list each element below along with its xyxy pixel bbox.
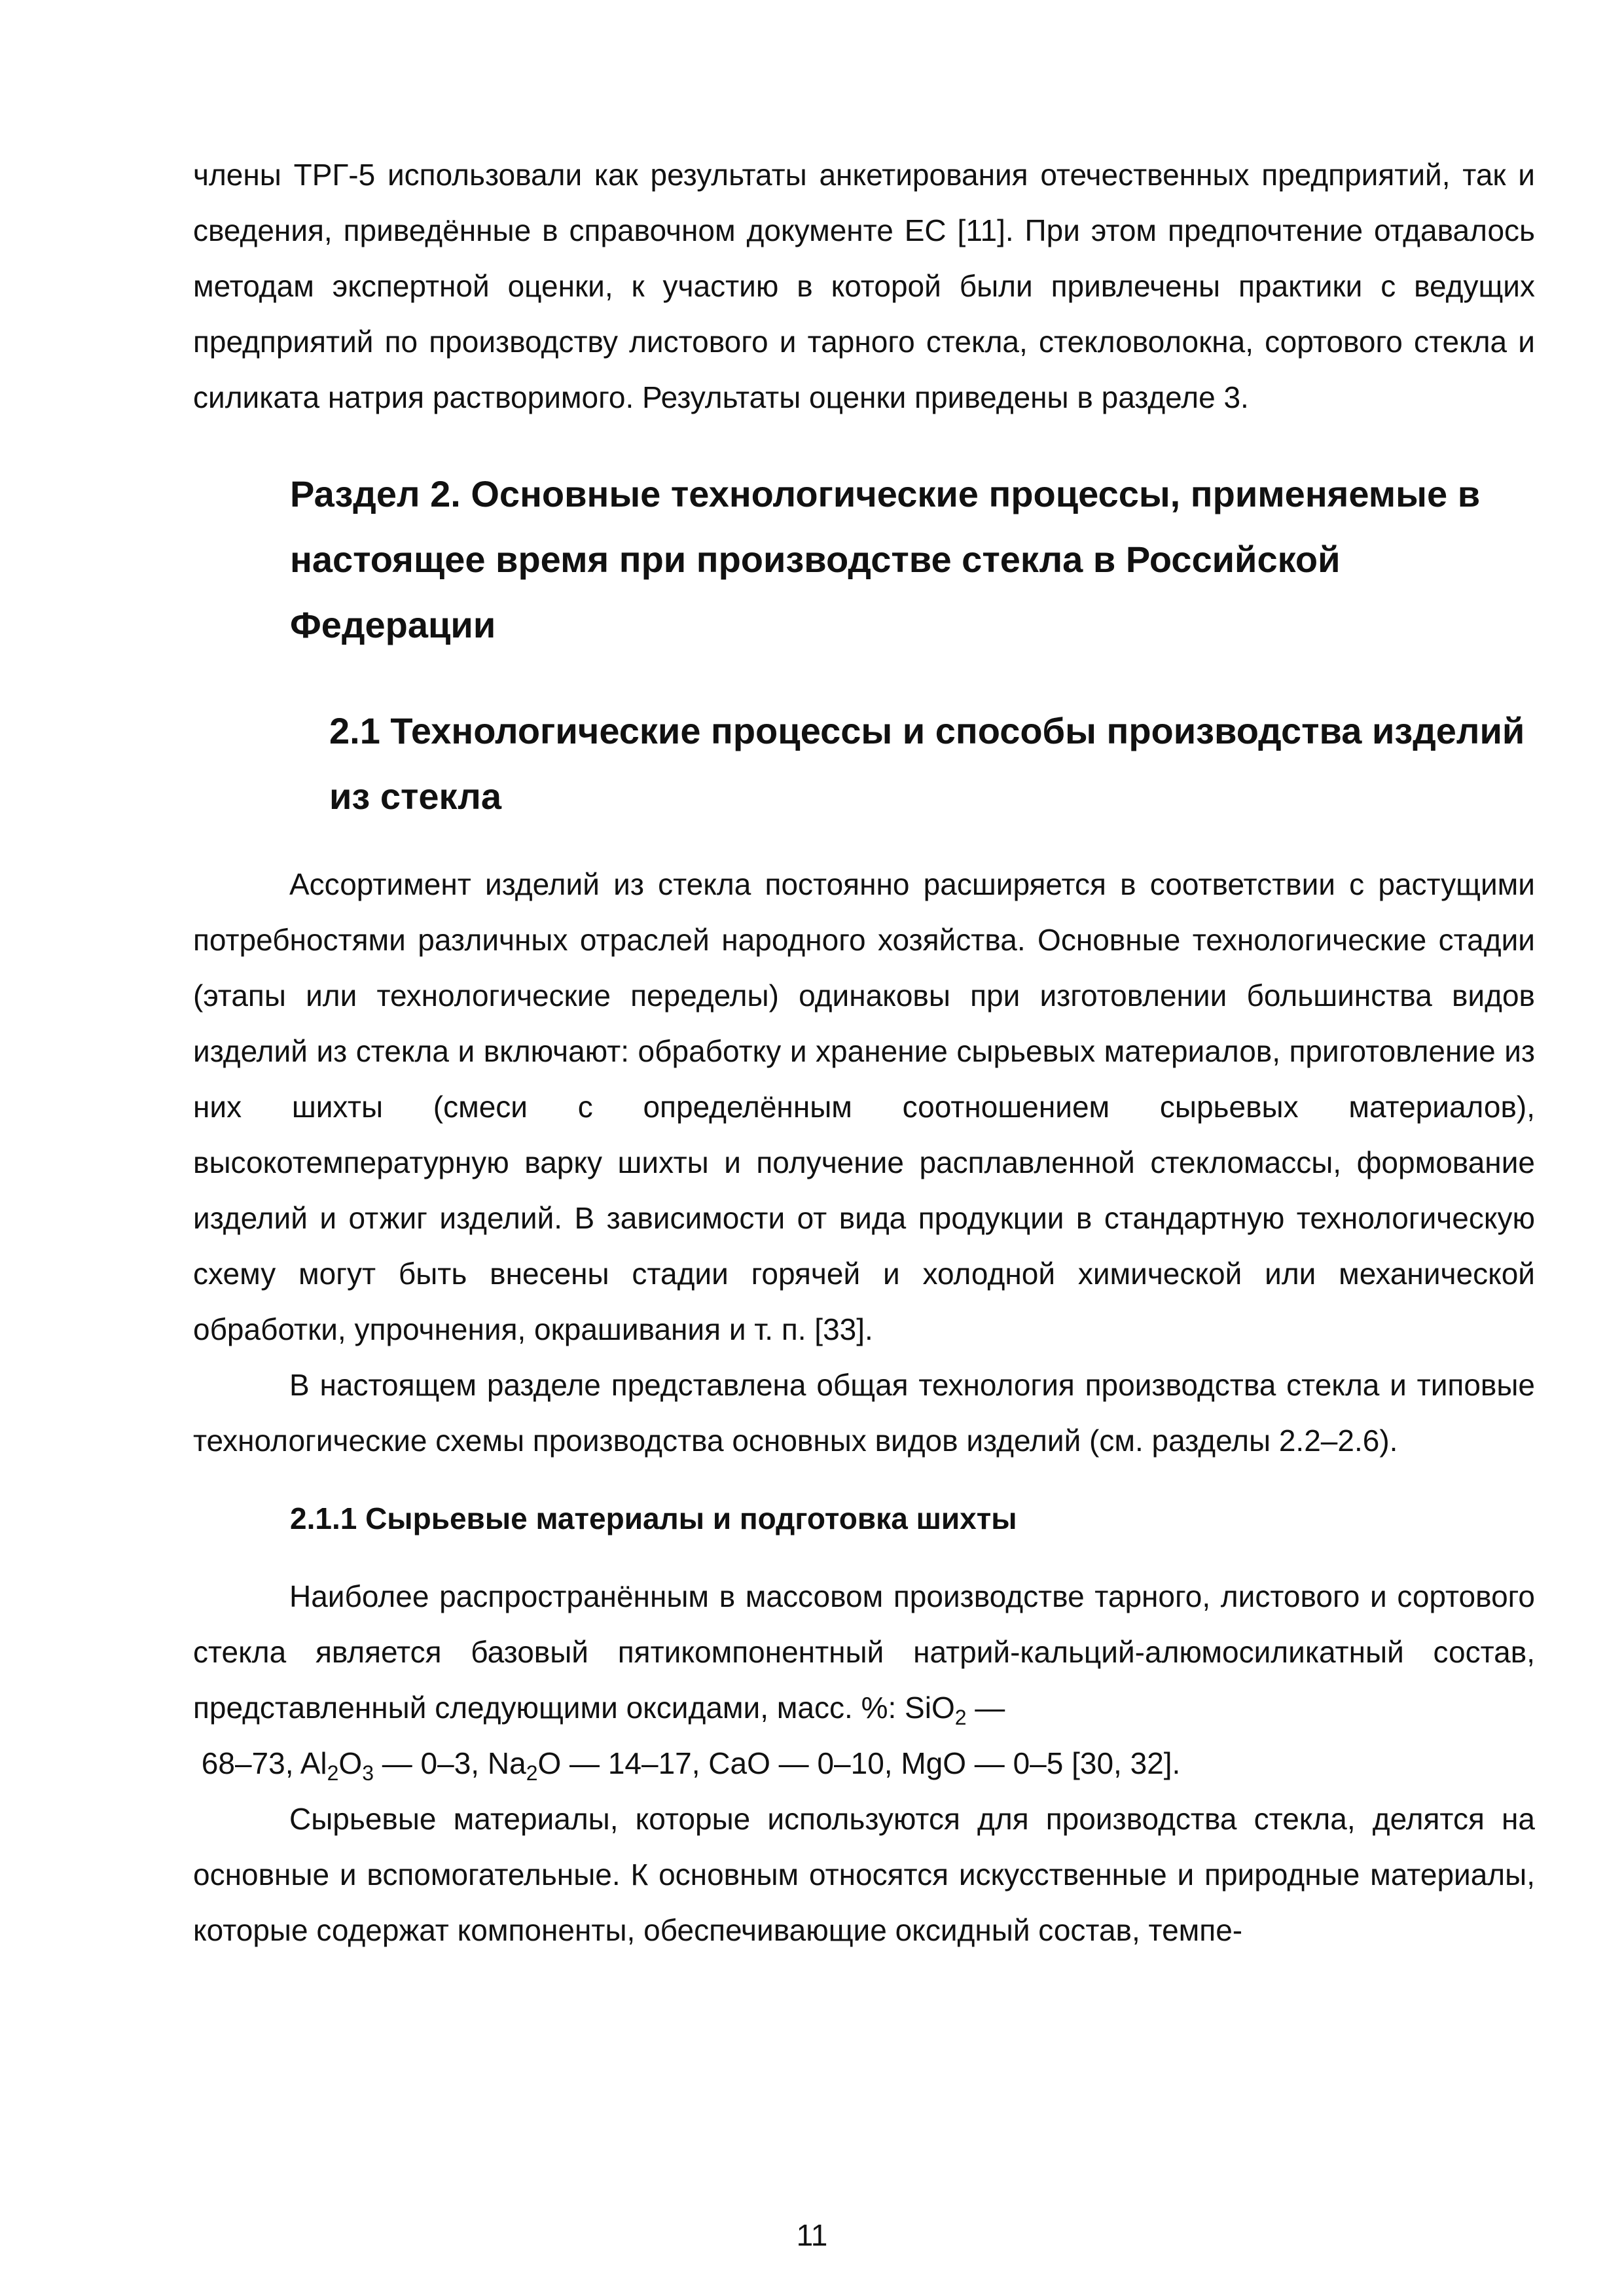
- section-heading: Раздел 2. Основные технологические процессы, применяемые в настоящее время при производстве стекла в Российской Федерации: [290, 473, 1481, 645]
- subsubsection-heading: 2.1.1 Сырьевые материалы и подготовка шихты: [290, 1501, 1017, 1535]
- al-oxygen: O: [338, 1746, 363, 1780]
- page-number: 11: [796, 2218, 828, 2252]
- al-subscript-2: 3: [362, 1761, 374, 1785]
- sio2-range: 68–73, Al: [201, 1746, 327, 1780]
- na-subscript: 2: [526, 1761, 538, 1785]
- sio2-subscript: 2: [954, 1706, 967, 1730]
- intro-paragraph: члены ТРГ-5 использовали как результаты анкетирования отечественных предприятий, так и сведения, приведённые в справочном документе ЕС [11]. При этом предпочтение отдавалось методам экспертной оценки, к участию в которой были привлечены практики с ведущих предприятий по производству листового и тарного стекла, стекловолокна, сортового стекла и силиката натрия растворимого. Результаты оценки приведены в разделе 3.: [193, 158, 1535, 414]
- paragraph-composition: [193, 1569, 1535, 1736]
- subsection-heading: 2.1 Технологические процессы и способы производства изделий из стекла: [329, 710, 1525, 817]
- al-subscript-1: 2: [327, 1761, 339, 1785]
- al-range: — 0–3, Na: [374, 1746, 526, 1780]
- paragraph-assortment: Ассортимент изделий из стекла постоянно расширяется в соответствии с растущими потребностями различных отраслей народного хозяйства. Основные технологические стадии (этапы или технологические переделы) одинаковы при изготовлении большинства видов изделий из стекла и включают: обработку и хранение сырьевых материалов, приготовление из них шихты (смеси с определённым соотношением сырьевых материалов), высокотемпературную варку шихты и получение расплавленной стекломассы, формование изделий и отжиг изделий. В зависимости от вида продукции в стандартную технологическую схему могут быть внесены стадии горячей и холодной химической или механической обработки, упрочнения, окрашивания и т. п. [33].: [193, 867, 1535, 1346]
- composition-formula: [193, 1736, 1535, 1791]
- paragraph-raw-materials: Сырьевые материалы, которые используются для производства стекла, делятся на основные и вспомогательные. К основным относятся искусственные и природные материалы, которые содержат компоненты, обеспечивающие оксидный состав, темпе-: [193, 1802, 1535, 1947]
- composition-text: Наиболее распространённым в массовом производстве тарного, листового и сортового стекла является базовый пятикомпонентный натрий-кальций-алюмосиликатный состав, представленный следующими оксидами, масс. %: SiO: [193, 1579, 1535, 1725]
- other-oxides: O — 14–17, CaO — 0–10, MgO — 0–5 [30, 32].: [537, 1746, 1181, 1780]
- sio2-dash: —: [966, 1691, 1005, 1725]
- paragraph-section-overview: В настоящем разделе представлена общая технология производства стекла и типовые технологические схемы производства основных видов изделий (см. разделы 2.2–2.6).: [193, 1368, 1535, 1458]
- page-content: [193, 147, 1535, 1958]
